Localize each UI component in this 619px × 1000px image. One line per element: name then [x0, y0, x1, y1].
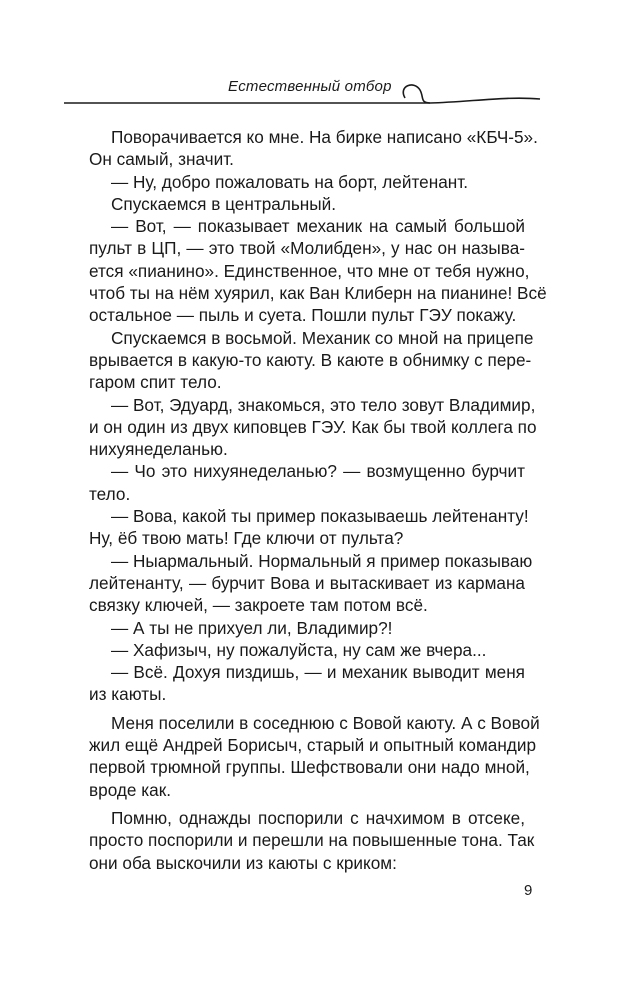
text-line: — Вова, какой ты пример показываешь лейтенанту!: [111, 506, 529, 527]
page-header: [0, 0, 619, 120]
text-line: нихуянеделанью.: [89, 439, 228, 460]
header-swoosh-tail: [430, 98, 540, 103]
text-line: ется «пианино». Единственное, что мне от тебя нужно,: [89, 260, 530, 281]
text-line: Помню, однажды поспорили с начхимом в отсеке,: [111, 807, 525, 828]
text-line: лейтенанту, — бурчит Вова и вытаскивает из кармана: [89, 572, 525, 593]
text-line: вроде как.: [89, 779, 171, 800]
running-title: Естественный отбор: [228, 78, 392, 95]
text-line: — Хафизыч, ну пожалуйста, ну сам же вчера...: [111, 639, 487, 660]
header-rule-ornament: [0, 0, 619, 120]
text-line: — Ныармальный. Нормальный я пример показываю: [111, 550, 533, 571]
text-line: остальное — пыль и суета. Пошли пульт ГЭУ покажу.: [89, 305, 517, 326]
text-line: — Чо это нихуянеделанью? — возмущенно бурчит: [111, 461, 525, 482]
text-line: — Ну, добро пожаловать на борт, лейтенант.: [111, 171, 468, 192]
text-line: тело.: [89, 483, 131, 504]
text-line: из каюты.: [89, 684, 167, 705]
text-line: врывается в какую-то каюту. В каюте в обнимку с пере-: [89, 349, 532, 370]
text-line: первой трюмной группы. Шефствовали они надо мной,: [89, 757, 530, 778]
text-line: Спускаемся в восьмой. Механик со мной на прицепе: [111, 327, 534, 348]
text-line: Меня поселили в соседнюю с Вовой каюту. А с Вовой: [111, 712, 540, 733]
text-line: Ну, ёб твою мать! Где ключи от пульта?: [89, 528, 404, 549]
text-line: — Вот, Эдуард, знакомься, это тело зовут Владимир,: [111, 394, 536, 415]
text-line: чтоб ты на нём хуярил, как Ван Клиберн на пианине! Всё: [89, 283, 547, 304]
text-line: Спускаемся в центральный.: [111, 193, 337, 214]
text-line: пульт в ЦП, — это твой «Молибден», у нас он называ-: [89, 238, 525, 259]
text-line: — Вот, — показывает механик на самый большой: [111, 216, 525, 237]
text-line: они оба выскочили из каюты с криком:: [89, 852, 397, 873]
page-number: 9: [524, 882, 533, 899]
text-line: и он один из двух киповцев ГЭУ. Как бы твой коллега по: [89, 416, 537, 437]
text-line: Поворачивается ко мне. На бирке написано «КБЧ-5».: [111, 127, 538, 147]
text-line: — Всё. Дохуя пиздишь, — и механик выводит меня: [111, 662, 525, 683]
body-text: [89, 126, 547, 874]
text-line: просто поспорили и перешли на повышенные тона. Так: [89, 830, 535, 851]
text-line: связку ключей, — закроете там потом всё.: [89, 595, 428, 616]
text-line: Он самый, значит.: [89, 149, 234, 170]
text-line: — А ты не прихуел ли, Владимир?!: [111, 617, 393, 638]
text-line: жил ещё Андрей Борисыч, старый и опытный командир: [89, 735, 537, 756]
header-swoosh-curl: [403, 85, 430, 103]
text-line: гаром спит тело.: [89, 372, 222, 393]
